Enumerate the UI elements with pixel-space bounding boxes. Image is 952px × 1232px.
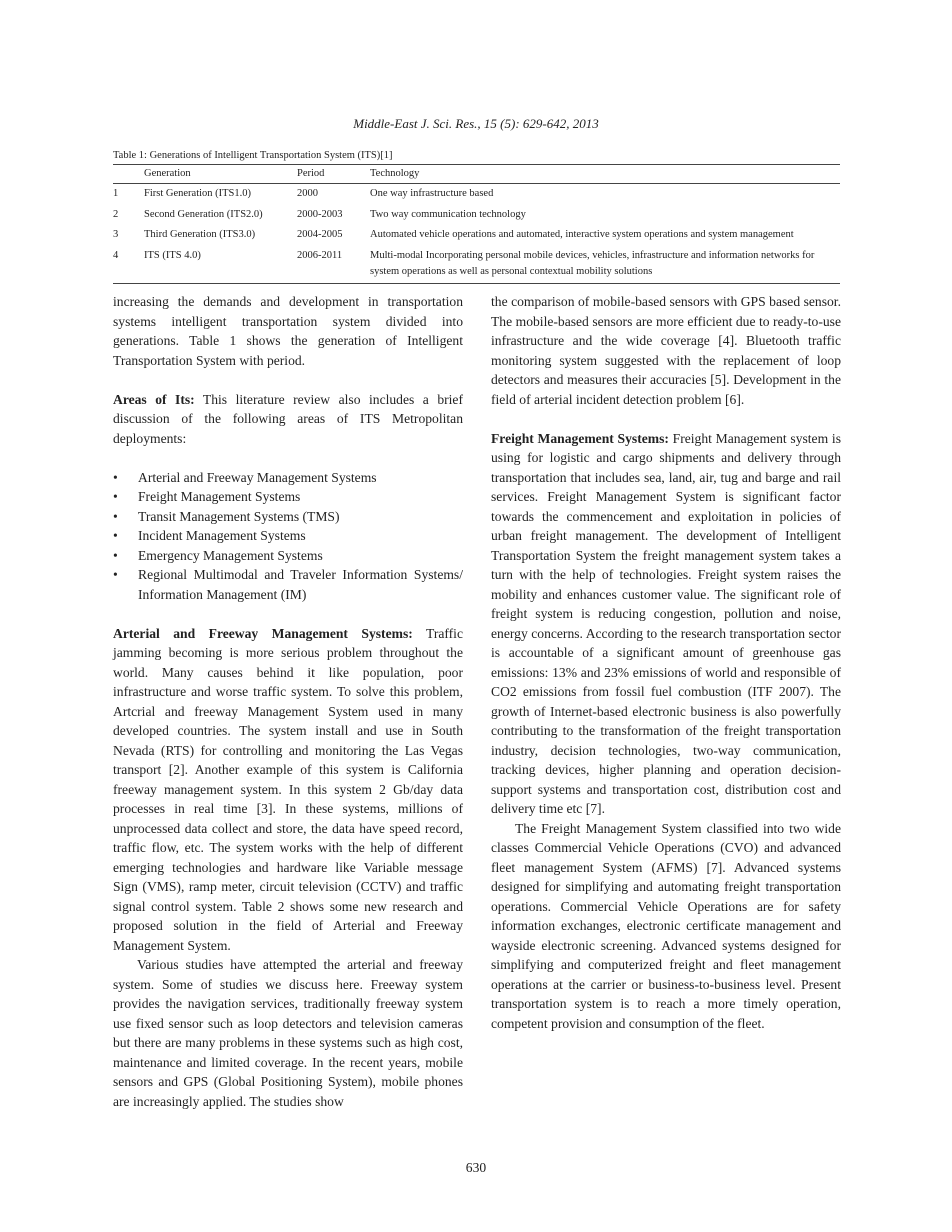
bullet-icon: •	[113, 469, 118, 485]
fms-classified-paragraph: The Freight Management System classified into two wide classes Commercial Vehicle Operations (CVO) and advanced fleet management System (AFMS) [7]. Advanced systems designed for simplifying and automating freight transportation operations. Commercial Vehicle Operations are for safety information exchanges, electronic certificate management and wayside electronic screening. Advanced systems designed for simplifying and computerized freight and fleet management operations at the carrier or business-to-business level. Present transportation system is to reach a more timely operation, competent provision and consumption of the fleet.	[491, 820, 841, 1031]
row-period: 2006-2011	[297, 249, 343, 261]
afms-paragraph	[113, 624, 463, 956]
row-period: 2004-2005	[297, 229, 343, 240]
table-row	[113, 225, 840, 246]
bullet-icon: •	[113, 528, 118, 543]
row-number: 2	[113, 208, 119, 220]
table-row	[113, 205, 840, 226]
list-item-text: Emergency Management Systems	[138, 547, 323, 563]
afms-text: Traffic jamming becoming is more serious problem throughout the world. Many causes behind it like population, poor infrastructure and worse traffic system. To solve this problem, Artcrial and freeway Management System used in many developed countries. The system install and use in South Nevada (RTS) for controlling and monitoring the Las Vegas transport [2]. Another example of this system is California freeway management system. In this system 2 Gb/day data processes in real time [3]. In these systems, millions of unprocessed data collect and store, the data have speed record, traffic flow, etc. The system works with the help of different emerging technologies and hardware like Variable message Sign (VMS), ramp meter, circuit television (CCTV) and traffic signal control system. Table 2 shows some new research and proposed solution in the field of Arterial and Freeway Management System.	[113, 625, 463, 953]
list-item	[113, 526, 463, 546]
fms-heading: Freight Management Systems:	[491, 430, 669, 446]
header-number	[113, 165, 144, 184]
row-technology: Automated vehicle operations and automated, interactive system operations and system management	[370, 229, 794, 240]
row-technology: Multi-modal Incorporating personal mobile devices, vehicles, infrastructure and information networks for system operations as well as personal contextual mobility solutions	[370, 249, 815, 277]
bullet-icon: •	[113, 508, 118, 524]
bullet-icon: •	[113, 567, 118, 582]
row-technology: Two way communication technology	[370, 208, 526, 220]
bullet-icon: •	[113, 547, 118, 563]
areas-heading: Areas of Its:	[113, 391, 195, 407]
row-period: 2000-2003	[297, 208, 343, 220]
list-item-text: Arterial and Freeway Management Systems	[138, 469, 377, 485]
list-item	[113, 507, 463, 527]
header-period: Period	[297, 168, 325, 179]
journal-header: Middle-East J. Sci. Res., 15 (5): 629-642, 2013	[353, 116, 599, 131]
generations-table	[113, 150, 840, 284]
areas-text: This literature review also includes a brief discussion of the following areas of ITS Metropolitan deployments:	[113, 391, 463, 446]
header-technology: Technology	[370, 168, 420, 179]
table-header-row	[113, 165, 840, 184]
page-number: 630	[465, 1160, 487, 1175]
row-generation: First Generation (ITS1.0)	[144, 188, 252, 199]
table-row	[113, 246, 840, 284]
table-row	[113, 184, 840, 205]
row-number: 4	[113, 249, 119, 261]
left-column	[113, 292, 463, 1111]
intro-paragraph: increasing the demands and development in transportation systems intelligent transportation system divided into generations. Table 1 shows the generation of Intelligent Transportation System with period.	[113, 294, 463, 368]
row-number: 1	[113, 188, 119, 199]
areas-list	[113, 468, 463, 605]
sensor-comparison-paragraph: the comparison of mobile-based sensors with GPS based sensor. The mobile-based sensors are more efficient due to ready-to-use infrastructure and the wide coverage [4]. Bluetooth traffic monitoring system suggested with the replacement of loop detectors and measures their accuracies [5]. Development in the field of arterial incident detection problem [6].	[491, 294, 841, 407]
row-number: 3	[113, 229, 119, 240]
list-item	[113, 565, 463, 604]
afms-heading: Arterial and Freeway Management Systems:	[113, 625, 413, 641]
row-technology: One way infrastructure based	[370, 188, 494, 199]
row-generation: ITS (ITS 4.0)	[144, 249, 201, 261]
row-period: 2000	[297, 188, 318, 199]
row-generation: Second Generation (ITS2.0)	[144, 208, 263, 220]
list-item-text: Transit Management Systems (TMS)	[138, 508, 340, 524]
list-item	[113, 487, 463, 507]
fms-text: Freight Management system is using for logistic and cargo shipments and delivery through transportation that includes sea, land, air, tug and barge and rail services. Freight Management System is significant factor towards the commencement and exploitation in policies of urban freight management. The development of Intelligent Transportation System the freight management system takes a turn with the help of technologies. Freight system raises the mobility and enhances customer value. The significant role of freight system is reducing congestion, pollution and noise, energy concerns. According to the research transportation sector is accountable of a significant amount of greenhouse gas emissions: 13% and 23% emissions of world and responsible of CO2 emissions from fossil fuel combustion (ITF 2007). The growth of Internet-based electronic business is also powerfully contributing to the transformation of the freight transportation industry, decision technologies, two-way communication, tracking devices, higher planning and operation decision-support systems and transportation cost, distribution cost and delivery time etc [7].	[491, 430, 841, 816]
list-item	[113, 468, 463, 488]
header-generation: Generation	[144, 168, 191, 179]
list-item-text: Freight Management Systems	[138, 489, 301, 504]
list-item	[113, 546, 463, 566]
various-studies-paragraph: Various studies have attempted the arterial and freeway system. Some of studies we discuss here. Freeway system provides the navigation services, traditionally freeway system use fixed sensor such as loop detectors and television cameras but there are many problems in these systems such as high cost, maintenance and limited coverage. In the recent years, mobile sensors and GPS (Global Positioning System), mobile phones are increasingly applied. The studies show	[113, 957, 463, 1109]
table-caption: Table 1: Generations of Intelligent Transportation System (ITS)[1]	[113, 150, 393, 161]
bullet-icon: •	[113, 489, 118, 504]
right-column	[491, 292, 841, 1033]
row-generation: Third Generation (ITS3.0)	[144, 229, 256, 240]
list-item-text: Incident Management Systems	[138, 528, 306, 543]
areas-paragraph	[113, 390, 463, 449]
fms-paragraph	[491, 429, 841, 819]
list-item-text: Regional Multimodal and Traveler Information Systems/ Information Management (IM)	[138, 567, 463, 602]
